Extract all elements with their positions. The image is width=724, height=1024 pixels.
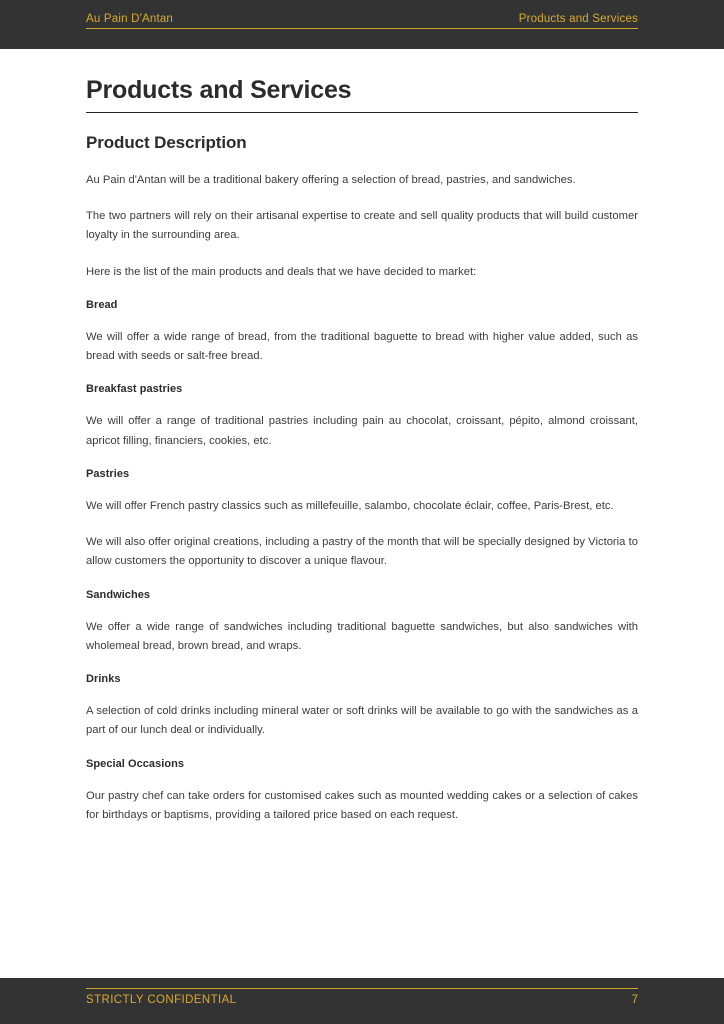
confidentiality-notice: STRICTLY CONFIDENTIAL	[86, 994, 237, 1006]
section-paragraph: We will offer French pastry classics such as millefeuille, salambo, chocolate éclair, coffee, Paris-Brest, etc.	[86, 499, 614, 512]
section-title-product-description: Product Description	[86, 132, 247, 152]
product-section-drinks	[86, 673, 638, 741]
intro-paragraph: Here is the list of the main products and deals that we have decided to market:	[86, 265, 477, 278]
page-footer	[0, 978, 724, 1024]
intro-paragraph: Au Pain d'Antan will be a traditional bakery offering a selection of bread, pastries, and sandwiches.	[86, 173, 576, 186]
sub-heading: Drinks	[86, 673, 121, 686]
section-paragraph: A selection of cold drinks including mineral water or soft drinks will be available to go with the sandwiches as a part of our lunch deal or individually.	[86, 705, 638, 737]
header-section-name: Products and Services	[518, 13, 638, 25]
section-paragraph: We will offer a range of traditional pastries including pain au chocolat, croissant, pépito, almond croissant, apricot filling, financiers, cookies, etc.	[86, 415, 638, 447]
intro-paragraph: The two partners will rely on their artisanal expertise to create and sell quality products that will build customer loyalty in the surrounding area.	[86, 210, 638, 242]
section-paragraph: We will offer a wide range of bread, from the traditional baguette to bread with higher value added, such as bread with seeds or salt-free bread.	[86, 330, 638, 363]
page-header	[0, 0, 724, 49]
product-section-pastries	[86, 468, 638, 572]
sub-heading: Bread	[86, 298, 118, 311]
product-section-breakfast-pastries	[86, 383, 638, 451]
document-content	[86, 49, 638, 978]
footer-inner	[86, 988, 638, 1006]
page-number: 7	[631, 994, 638, 1006]
sub-heading: Breakfast pastries	[86, 383, 183, 396]
page-title: Products and Services	[86, 76, 352, 104]
sub-heading: Pastries	[86, 467, 130, 480]
header-inner	[86, 13, 638, 29]
page-body	[0, 49, 724, 978]
title-divider	[86, 112, 638, 113]
product-section-special-occasions	[86, 758, 638, 826]
section-paragraph: We will also offer original creations, including a pastry of the month that will be specially designed by Victoria to allow customers the opportunity to discover a unique flavour.	[86, 536, 638, 568]
product-section-sandwiches	[86, 589, 638, 657]
sub-heading: Sandwiches	[86, 588, 151, 601]
header-company-name: Au Pain D'Antan	[86, 13, 174, 25]
section-paragraph: We offer a wide range of sandwiches including traditional baguette sandwiches, but also sandwiches with wholemeal bread, brown bread, and wraps.	[86, 620, 638, 652]
sub-heading: Special Occasions	[86, 757, 185, 770]
product-section-bread	[86, 299, 638, 367]
section-paragraph: Our pastry chef can take orders for customised cakes such as mounted wedding cakes or a selection of cakes for birthdays or baptisms, providing a tailored price based on each request.	[86, 789, 638, 821]
